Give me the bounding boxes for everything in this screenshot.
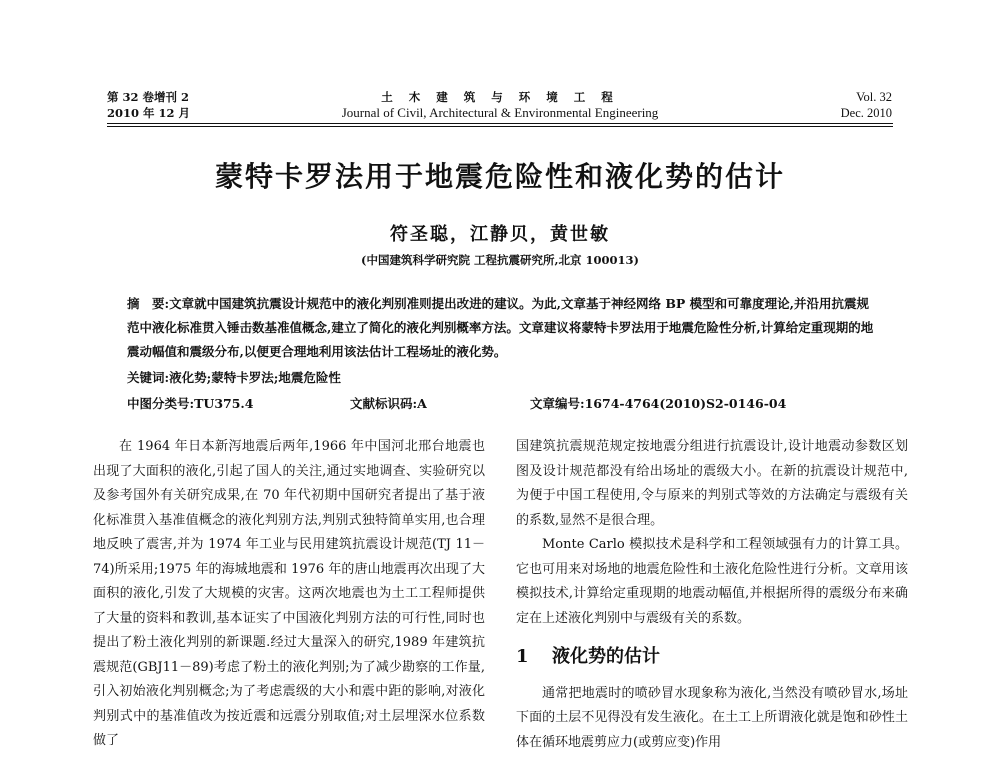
header-rule-top <box>107 123 893 124</box>
header-date: 2010 年 12 月 <box>107 106 191 120</box>
header-vol: Vol. 32 <box>856 90 892 104</box>
section-heading <box>516 645 908 670</box>
body-column-right <box>516 435 908 755</box>
section-number: 1 <box>516 646 529 667</box>
clc-number: 中图分类号:TU375.4 <box>127 396 254 411</box>
document-code: 文献标识码:A <box>350 396 427 411</box>
header-journal <box>300 89 700 121</box>
body-column-left <box>93 435 485 754</box>
body-paragraph: Monte Carlo 模拟技术是科学和工程领域强有力的计算工具。它也可用来对场地的地震危险性和土液化危险性进行分析。文章用该模拟技术,计算给定重现期的地震动幅值,并根据所得的震级分布来确定在上述液化判别中与震级有关的系数。 <box>516 537 908 626</box>
keywords: 关键词:液化势;蒙特卡罗法;地震危险性 <box>127 370 341 385</box>
body-paragraph: 通常把地震时的喷砂冒水现象称为液化,当然没有喷砂冒水,场址下面的土层不见得没有发生液化。在土工上所谓液化就是饱和砂性土体在循环地震剪应力(或剪应变)作用 <box>516 685 908 750</box>
section-title: 液化势的估计 <box>552 646 660 667</box>
header-rule-bottom <box>107 126 893 127</box>
header-date-en: Dec. 2010 <box>840 106 892 120</box>
abstract-text: 文章就中国建筑抗震设计规范中的液化判别准则提出改进的建议。为此,文章基于神经网络 BP 模型和可靠度理论,并沿用抗震规范中液化标准贯入锤击数基准值概念,建立了简化的液化判别概率方法。文章建议将蒙特卡罗法用于地震危险性分析,计算给定重现期的地震动幅值和震级分布,以便更合理地利用该法估计工程场址的液化势。 <box>127 296 874 359</box>
article-number: 文章编号:1674-4764(2010)S2-0146-04 <box>530 396 787 411</box>
abstract <box>127 292 879 364</box>
header-volume-cn <box>107 89 190 121</box>
body-paragraph: 在 1964 年日本新泻地震后两年,1966 年中国河北邢台地震也出现了大面积的液化,引起了国人的关注,通过实地调查、实验研究以及参考国外有关研究成果,在 70 年代初期中国研究者提出了基于液化标准贯入基准值概念的液化判别方法,判别式独特简单实用,也合理地反映了震害,并为 1974 年工业与民用建筑抗震设计规范(TJ 11－74)所采用;1975 年的海城地震和 1976 年的唐山地震再次出现了大面积的液化,引发了大规模的灾害。这两次地震也为土工工程师提供了大量的资料和教训,基本证实了中国液化判别方法的可行性,同时也提出了粉土液化判别的新课题.经过大量深入的研究,1989 年建筑抗震规范(GBJ11－89)考虑了粉土的液化判别;为了减少勘察的工作量,引入初始液化判别概念;为了考虑震级的大小和震中距的影响,对液化判别式中的基准值改为按近震和远震分别取值;对土层埋深水位系数做了 <box>93 439 485 748</box>
journal-name-en: Journal of Civil, Architectural & Environmental Engineering <box>341 105 659 120</box>
paper-affiliation: (中国建筑科学研究院 工程抗震研究所,北京 100013) <box>361 253 639 267</box>
paper-authors: 符圣聪，江静贝，黄世敏 <box>390 224 610 245</box>
paper-title: 蒙特卡罗法用于地震危险性和液化势的估计 <box>214 160 785 193</box>
body-paragraph: 国建筑抗震规范规定按地震分组进行抗震设计,设计地震动参数区划图及设计规范都没有给出场址的震级大小。在新的抗震设计规范中,为便于中国工程使用,令与原来的判别式等效的方法确定与震级有关的系数,显然不是很合理。 <box>516 439 908 528</box>
header-volume: 第 32 卷增刊 2 <box>107 90 190 104</box>
header-volume-en <box>841 89 892 121</box>
journal-name-cn: 土 木 建 筑 与 环 境 工 程 <box>381 90 619 104</box>
abstract-label: 摘 要: <box>127 296 170 311</box>
